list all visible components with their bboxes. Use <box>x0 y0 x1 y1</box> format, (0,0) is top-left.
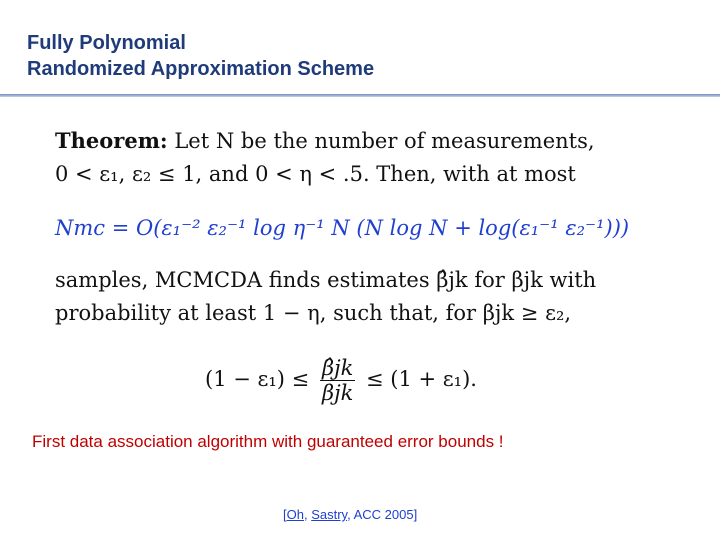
theorem-line-2: 0 < ε₁, ε₂ ≤ 1, and 0 < η < .5. Then, with at most <box>55 162 576 186</box>
theorem-line-4: samples, MCMCDA finds estimates β̂jk for βjk with <box>55 268 597 292</box>
theorem-label: Theorem: <box>55 128 168 153</box>
citation <box>283 507 417 522</box>
theorem-formula: Nmc = O(ε₁⁻² ε₂⁻¹ log η⁻¹ N (N log N + log(ε₁⁻¹ ε₂⁻¹))) <box>55 216 630 240</box>
theorem-line1-text: Let N be the number of measurements, <box>174 129 595 153</box>
citation-rest: , ACC 2005] <box>347 507 418 522</box>
slide-title <box>27 30 374 82</box>
citation-author-oh-link[interactable]: Oh <box>286 507 304 522</box>
title-line-2: Randomized Approximation Scheme <box>27 58 375 80</box>
theorem-inequality <box>205 356 477 405</box>
inequality-right: ≤ (1 + ε₁). <box>366 367 477 391</box>
theorem-line-1 <box>55 128 595 153</box>
title-divider <box>0 94 720 97</box>
estimate-fraction <box>320 356 355 405</box>
theorem-line-5: probability at least 1 − η, such that, for βjk ≥ ε₂, <box>55 301 572 325</box>
citation-open: [ <box>283 507 287 522</box>
inequality-left: (1 − ε₁) ≤ <box>205 367 310 391</box>
citation-author-sastry-link[interactable]: Sastry <box>311 507 348 522</box>
citation-separator: , <box>303 507 312 522</box>
fraction-denominator: βjk <box>321 381 354 405</box>
fraction-numerator: β̂jk <box>321 356 354 380</box>
title-line-1: Fully Polynomial <box>27 32 186 54</box>
highlight-note: First data association algorithm with guaranteed error bounds ! <box>32 432 504 451</box>
